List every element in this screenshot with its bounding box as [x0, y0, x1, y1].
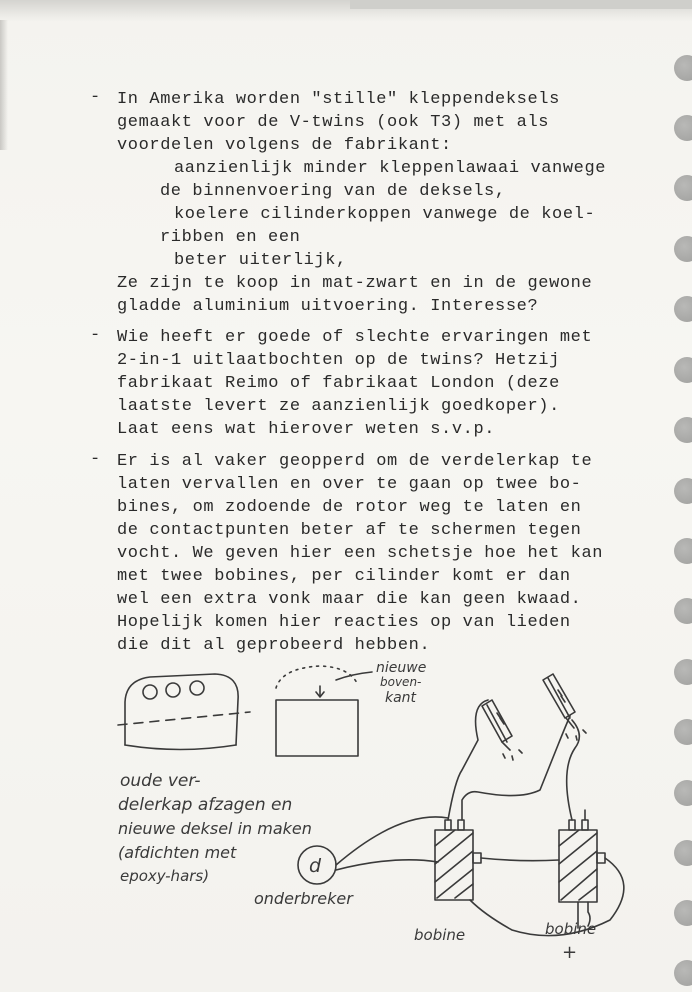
bullet-dash: - [90, 326, 101, 345]
text-line: 2-in-1 uitlaatbochten op de twins? Hetzij [117, 351, 560, 370]
label-d: d [309, 855, 322, 877]
binder-hole-icon [674, 417, 692, 443]
binder-hole-icon [674, 55, 692, 81]
sketch-labels [0, 650, 692, 992]
text-line: beter uiterlijk, [174, 251, 347, 270]
text-line: Wie heeft er goede of slechte ervaringen met [117, 328, 593, 347]
text-line: koelere cilinderkoppen vanwege de koel- [174, 205, 596, 224]
label-bobine-right: bobine [545, 920, 597, 938]
binder-hole-icon [674, 538, 692, 564]
text-line: gladde aluminium uitvoering. Interesse? [117, 297, 539, 316]
text-line: Hopelijk komen hier reacties op van lieden [117, 613, 571, 632]
text-line: de binnenvoering van de deksels, [160, 182, 506, 201]
text-line: gemaakt voor de V-twins (ook T3) met als [117, 113, 550, 132]
text-line: voordelen volgens de fabrikant: [117, 136, 452, 155]
text-line: In Amerika worden "stille" kleppendeksels [117, 90, 560, 109]
text-line: laten vervallen en over te gaan op twee bo- [117, 475, 582, 494]
label-oude-verdelerkap-1: oude ver- [120, 771, 201, 791]
label-bobine-left: bobine [414, 926, 466, 944]
label-oude-verdelerkap-3: nieuwe deksel in maken [118, 819, 312, 838]
text-line: wel een extra vonk maar die kan geen kwaad. [117, 590, 582, 609]
text-line: Er is al vaker geopperd om de verdelerkap te [117, 452, 593, 471]
binder-hole-icon [674, 115, 692, 141]
text-line: fabrikaat Reimo of fabrikaat London (deze [117, 374, 560, 393]
label-oude-verdelerkap-2: delerkap afzagen en [118, 795, 293, 815]
label-kant: kant [385, 690, 417, 706]
bullet-dash: - [90, 450, 101, 469]
label-onderbreker: onderbreker [254, 889, 353, 908]
label-oude-verdelerkap-5: epoxy-hars) [120, 867, 210, 885]
binder-hole-icon [674, 478, 692, 504]
text-line: de contactpunten beter af te schermen tegen [117, 521, 582, 540]
text-line: vocht. We geven hier een schetsje hoe het kan [117, 544, 604, 563]
text-line: aanzienlijk minder kleppenlawaai vanwege [174, 159, 607, 178]
label-boven: boven- [380, 675, 422, 689]
bullet-dash: - [90, 88, 101, 107]
label-nieuwe: nieuwe [376, 660, 427, 676]
left-edge-shadow [0, 20, 8, 150]
text-line: ribben en een [160, 228, 301, 247]
binder-hole-icon [674, 598, 692, 624]
binder-hole-icon [674, 236, 692, 262]
binder-hole-icon [674, 296, 692, 322]
label-plus: + [562, 942, 578, 963]
text-line: laatste levert ze aanzienlijk goedkoper). [117, 397, 560, 416]
text-line: die dit al geprobeerd hebben. [117, 636, 431, 655]
label-oude-verdelerkap-4: (afdichten met [118, 843, 237, 862]
text-line: Ze zijn te koop in mat-zwart en in de gewone [117, 274, 593, 293]
binder-hole-icon [674, 175, 692, 201]
binder-hole-icon [674, 357, 692, 383]
text-line: Laat eens wat hierover weten s.v.p. [117, 420, 496, 439]
text-line: met twee bobines, per cilinder komt er dan [117, 567, 571, 586]
text-line: bines, om zodoende de rotor weg te laten en [117, 498, 582, 517]
top-strip [350, 0, 692, 9]
